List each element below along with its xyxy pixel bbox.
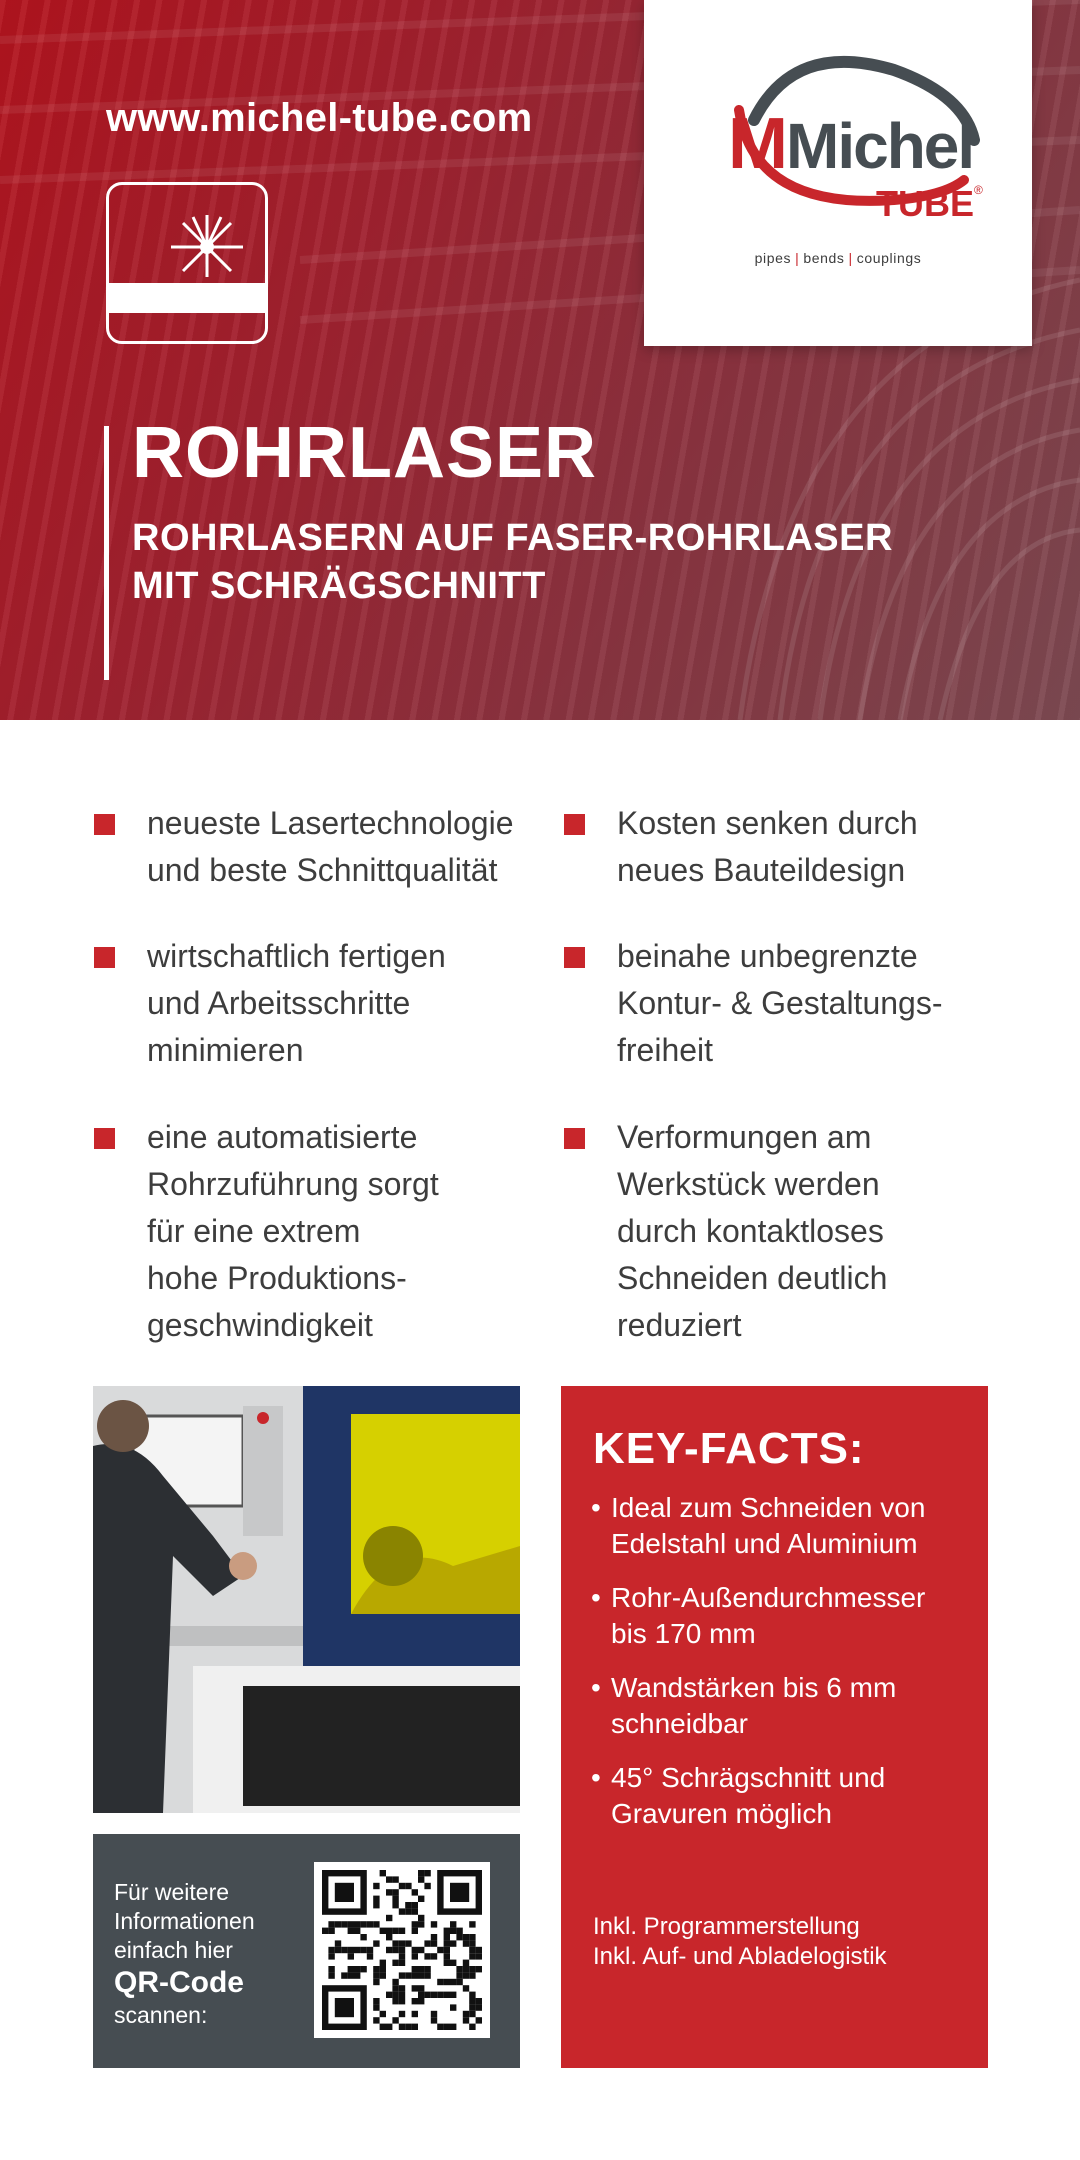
laser-icon: [106, 182, 268, 344]
website-url[interactable]: www.michel-tube.com: [106, 96, 533, 140]
feature-text: beinahe unbegrenzte Kontur- & Gestaltungs- freiheit: [617, 938, 943, 1068]
feature-text: Verformungen am Werkstück werden durch kontaktloses Schneiden deutlich reduziert: [617, 1119, 888, 1343]
bullet-dot-icon: •: [591, 1582, 601, 1613]
qr-code-label: QR-Code: [114, 1966, 244, 1999]
logo-registered: ®: [974, 183, 983, 197]
subtitle-line-2: MIT SCHRÄGSCHNITT: [132, 565, 546, 607]
tagline-couplings: couplings: [856, 250, 922, 266]
logo-tagline: pipes | bends | couplings: [754, 250, 922, 266]
michel-tube-logo: [644, 0, 1032, 346]
title-accent-line: [104, 426, 109, 680]
bullet-square-icon: [564, 814, 585, 835]
bullet-dot-icon: •: [591, 1762, 601, 1793]
bullet-square-icon: [94, 814, 115, 835]
page-title: ROHRLASER: [132, 413, 598, 493]
key-facts-panel: [561, 1386, 988, 2068]
key-fact-text: Wandstärken bis 6 mm schneidbar: [611, 1672, 897, 1739]
qr-info-box: [93, 1834, 520, 2068]
key-fact-text: Ideal zum Schneiden von Edelstahl und Aluminium: [611, 1492, 926, 1559]
laser-machine-photo: [93, 1386, 520, 1813]
qr-line-2: Informationen: [114, 1908, 255, 1934]
subtitle-line-1: ROHRLASERN AUF FASER-ROHRLASER: [132, 517, 893, 559]
logo-name: Michel: [786, 110, 974, 182]
note-line-1: Inkl. Programmerstellung: [593, 1913, 860, 1940]
qr-code[interactable]: [314, 1862, 490, 2038]
feature-text: neueste Lasertechnologie und beste Schnittqualität: [147, 805, 514, 888]
page-subtitle: [132, 514, 912, 610]
key-facts-title: KEY-FACTS:: [593, 1424, 865, 1473]
qr-line-1: Für weitere: [114, 1879, 230, 1905]
key-facts-note: [593, 1912, 887, 1972]
bullet-square-icon: [564, 947, 585, 968]
qr-line-3: einfach hier: [114, 1937, 233, 1963]
feature-text: wirtschaftlich fertigen und Arbeitsschritte minimieren: [147, 938, 446, 1068]
tagline-pipes: pipes: [754, 250, 792, 266]
bullet-dot-icon: •: [591, 1672, 601, 1703]
logo-m-letter: M: [728, 104, 788, 184]
bullet-square-icon: [94, 1128, 115, 1149]
logo-sub: TUBE: [876, 183, 974, 224]
qr-line-4: scannen:: [114, 2002, 208, 2028]
feature-text: eine automatisierte Rohrzuführung sorgt für eine extrem hohe Produktions- geschwindigkeit: [147, 1119, 439, 1343]
note-line-2: Inkl. Auf- und Abladelogistik: [593, 1943, 887, 1970]
bullet-square-icon: [564, 1128, 585, 1149]
key-fact-text: 45° Schrägschnitt und Gravuren möglich: [611, 1762, 886, 1829]
bullet-square-icon: [94, 947, 115, 968]
feature-text: Kosten senken durch neues Bauteildesign: [617, 805, 918, 888]
key-fact-text: Rohr-Außendurchmesser bis 170 mm: [611, 1582, 926, 1649]
hero-banner: [0, 0, 1080, 720]
bullet-dot-icon: •: [591, 1492, 601, 1523]
qr-instructions: [114, 1878, 255, 2030]
tagline-bends: bends: [803, 250, 845, 266]
